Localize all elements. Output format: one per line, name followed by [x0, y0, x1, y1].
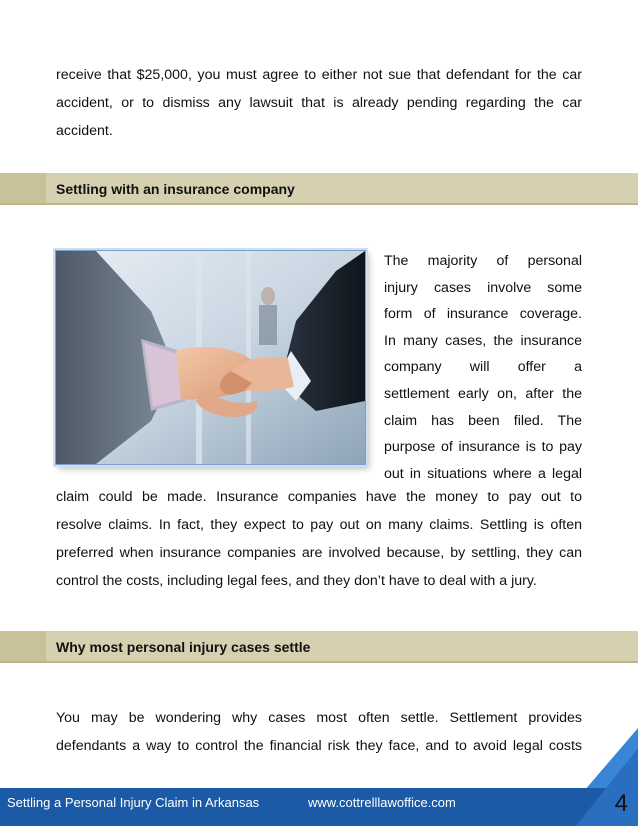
text-line: defendants a way to control the financial risk they face, and to avoid legal costs — [56, 738, 582, 754]
page-number: 4 — [614, 790, 628, 817]
section-title: Settling with an insurance company — [56, 181, 295, 197]
text-line: settlement early on, after the — [384, 385, 582, 402]
text-line: claim could be made. Insurance companies have the money to pay out to — [56, 489, 582, 505]
text-line: purpose of insurance is to pay — [384, 439, 582, 456]
text-line: receive that $25,000, you must agree to either not sue that defendant for the car — [56, 67, 582, 83]
section-heading-bar — [0, 173, 638, 205]
text-line: company will offer a — [384, 359, 582, 376]
footer-bar — [0, 788, 638, 826]
section2-body — [56, 704, 582, 760]
text-line: accident, or to dismiss any lawsuit that is already pending regarding the car — [56, 95, 582, 111]
handshake-photo — [55, 250, 366, 465]
section-heading-bar — [0, 631, 638, 663]
text-line: resolve claims. In fact, they expect to pay out on many claims. Settling is often — [56, 517, 582, 533]
text-line: form of insurance coverage. — [384, 306, 582, 323]
text-line: accident. — [56, 123, 113, 139]
section-title: Why most personal injury cases settle — [56, 639, 311, 655]
text-line: out in situations where a legal — [384, 465, 582, 482]
text-line: In many cases, the insurance — [384, 332, 582, 349]
text-line: injury cases involve some — [384, 279, 582, 296]
text-line: claim has been filed. The — [384, 412, 582, 429]
footer-title: Settling a Personal Injury Claim in Arkansas — [7, 795, 260, 810]
side-paragraph — [384, 248, 582, 487]
footer-url[interactable]: www.cottrelllawoffice.com — [308, 795, 456, 810]
corner-accent-inner — [576, 748, 638, 826]
section1-body — [56, 483, 582, 595]
text-line: preferred when insurance companies are involved because, by settling, they can — [56, 545, 582, 561]
handshake-image — [56, 251, 365, 464]
intro-paragraph — [56, 61, 582, 145]
text-line: The majority of personal — [384, 253, 582, 269]
text-line: You may be wondering why cases most often settle. Settlement provides — [56, 710, 582, 726]
text-line: control the costs, including legal fees, and they don’t have to deal with a jury. — [56, 573, 537, 589]
